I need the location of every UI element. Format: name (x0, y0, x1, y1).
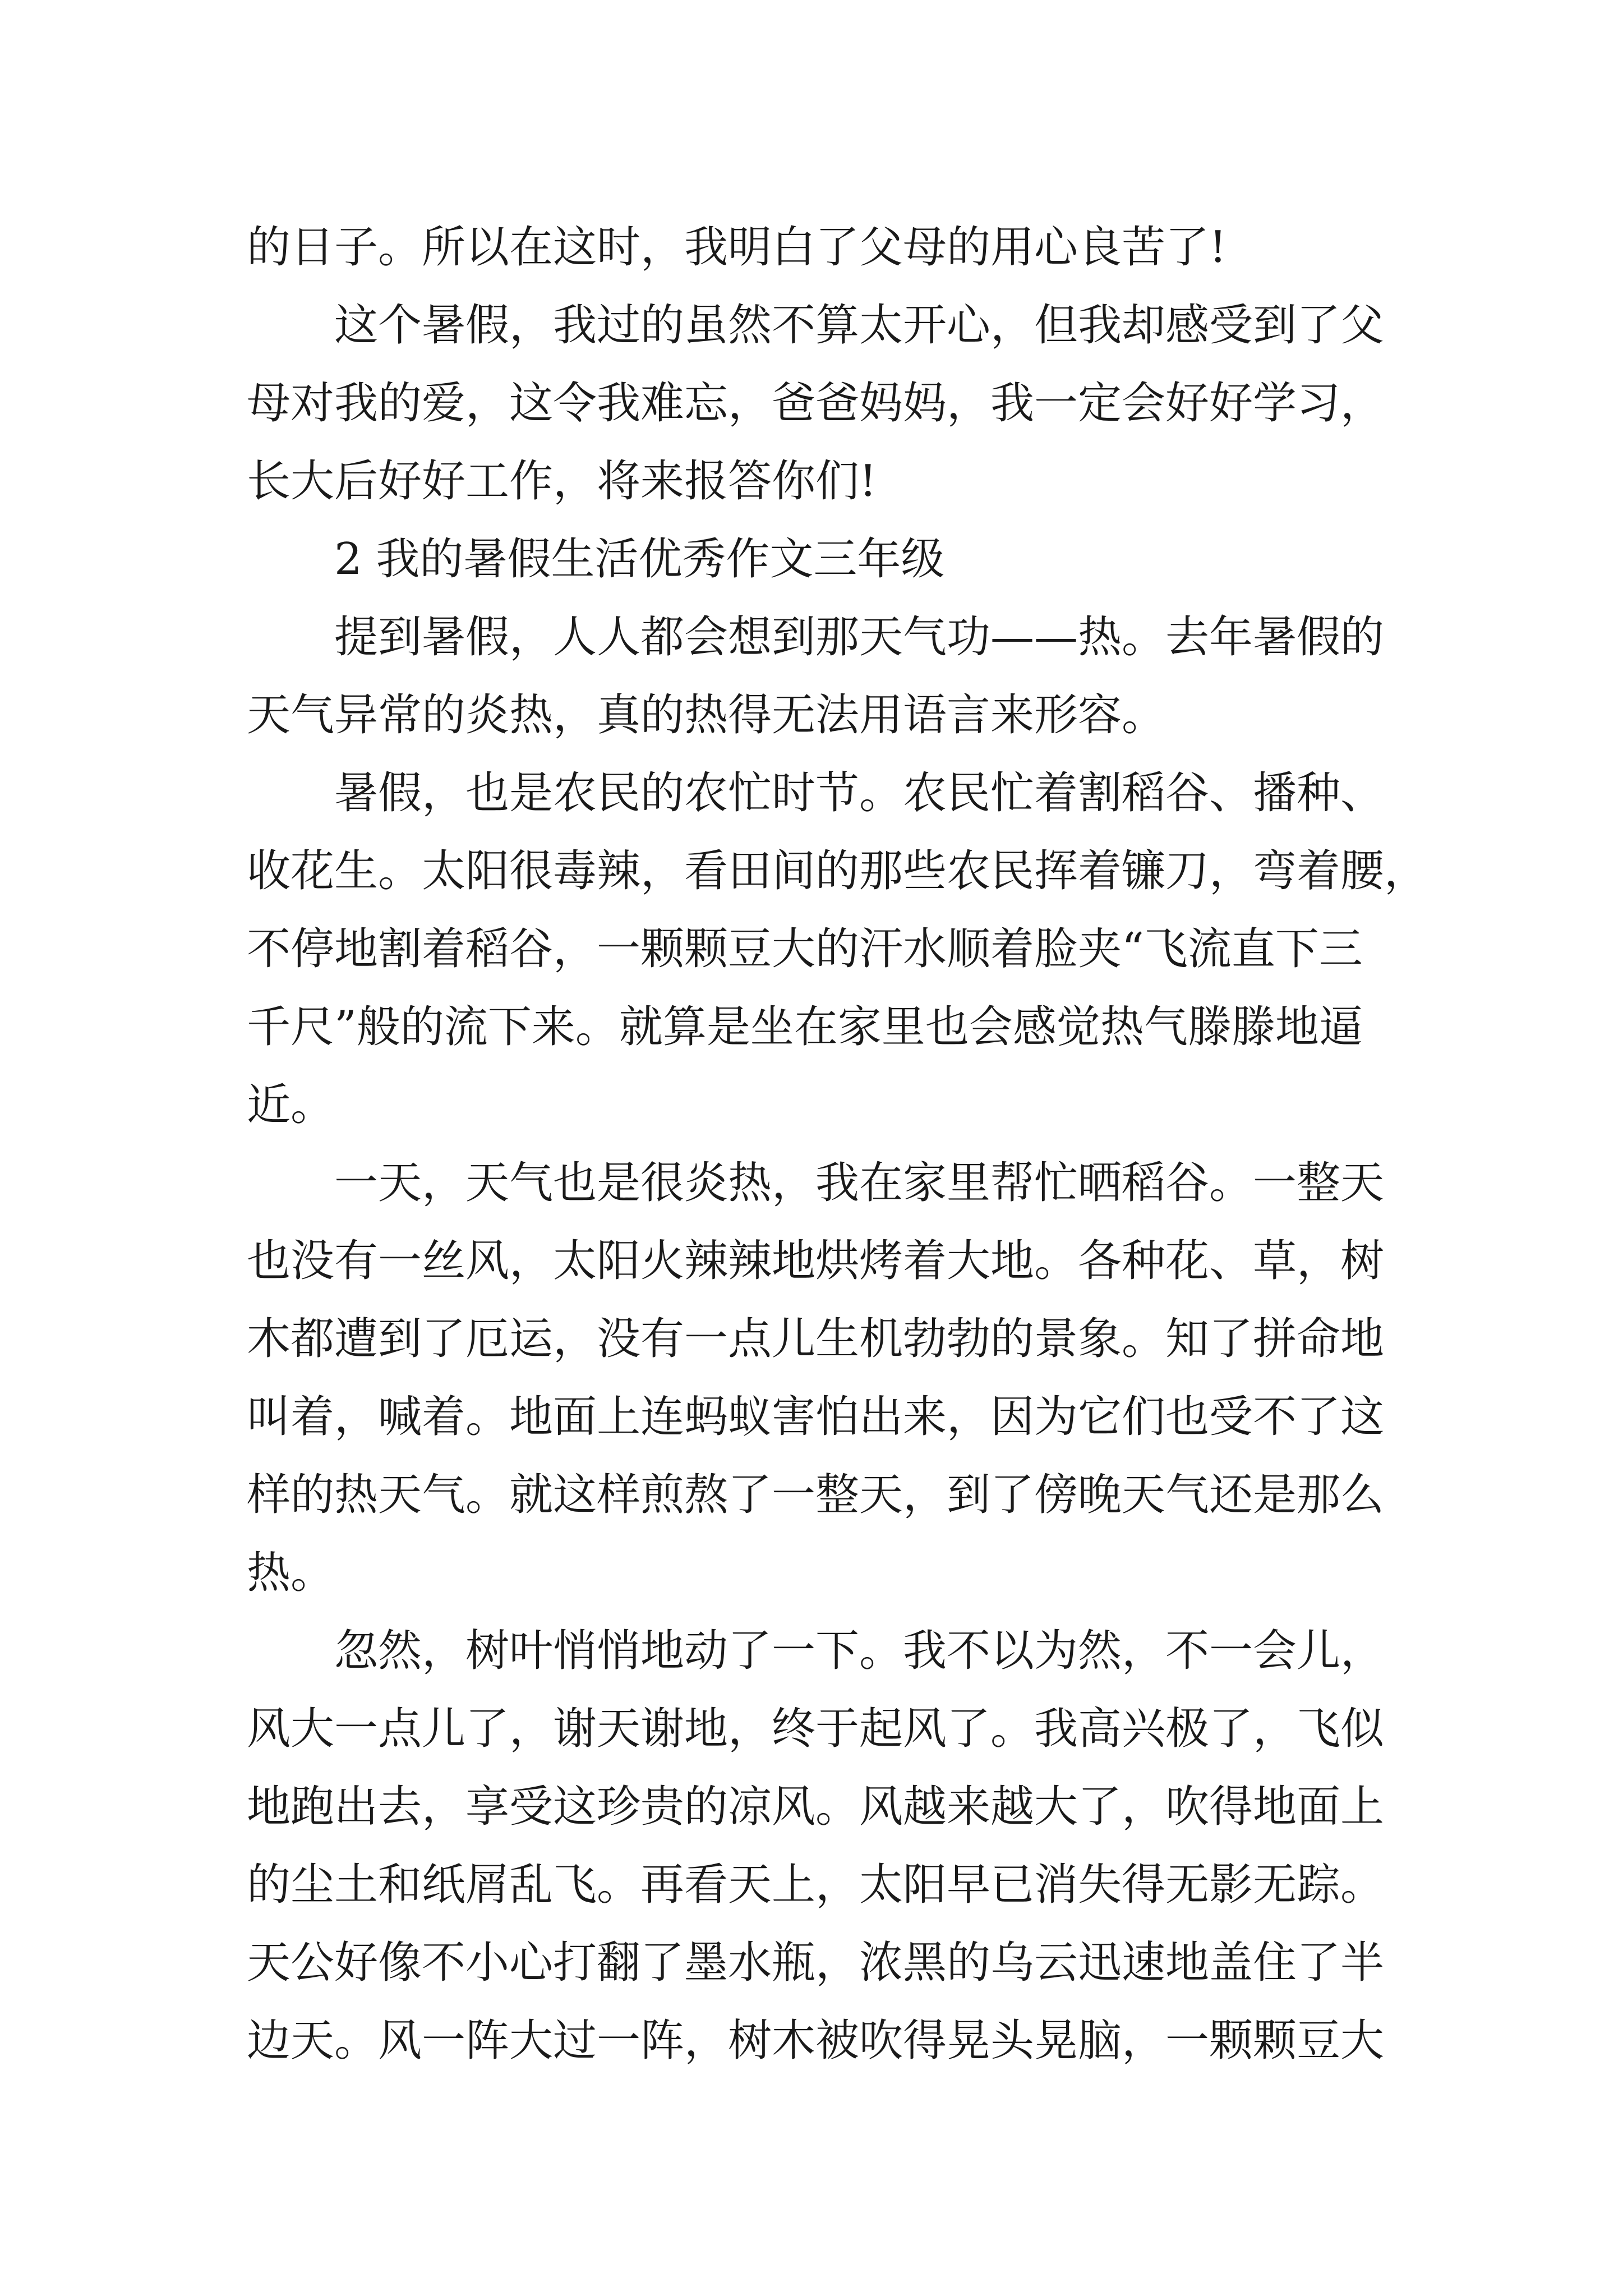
text-line: 天气异常的炎热，真的热得无法用语言来形容。 (247, 690, 1166, 740)
text-line: 的尘土和纸屑乱飞。再看天上，太阳早已消失得无影无踪。 (247, 1860, 1385, 1910)
paragraph-start-line: 这个暑假，我过的虽然不算太开心，但我却感受到了父 (334, 300, 1385, 351)
text-line: 木都遭到了厄运，没有一点儿生机勃勃的景象。知了拼命地 (247, 1314, 1385, 1364)
section-heading: 2 我的暑假生活优秀作文三年级 (334, 534, 945, 585)
text-line: 近。 (247, 1080, 335, 1130)
text-line: 不停地割着稻谷，一颗颗豆大的汗水顺着脸夹“飞流直下三 (247, 924, 1363, 974)
text-line: 天公好像不小心打翻了墨水瓶，浓黑的乌云迅速地盖住了半 (247, 1938, 1385, 1988)
text-line: 热。 (247, 1548, 335, 1598)
text-line: 母对我的爱，这令我难忘，爸爸妈妈，我一定会好好学习， (247, 378, 1385, 429)
text-line: 千尺”般的流下来。就算是坐在家里也会感觉热气滕滕地逼 (247, 1002, 1363, 1052)
text-line: 长大后好好工作，将来报答你们! (247, 456, 877, 507)
paragraph-start-line: 提到暑假，人人都会想到那天气功——热。去年暑假的 (334, 612, 1385, 662)
text-line: 边天。风一阵大过一阵，树木被吹得晃头晃脑，一颗颗豆大 (247, 2016, 1385, 2066)
text-line: 也没有一丝风，太阳火辣辣地烘烤着大地。各种花、草，树 (247, 1236, 1385, 1286)
paragraph-start-line: 忽然，树叶悄悄地动了一下。我不以为然，不一会儿， (334, 1626, 1385, 1676)
text-line: 风大一点儿了，谢天谢地，终于起风了。我高兴极了，飞似 (247, 1704, 1385, 1754)
text-line: 样的热天气。就这样煎熬了一整天，到了傍晚天气还是那么 (247, 1470, 1385, 1520)
document-body (247, 209, 1428, 2080)
paragraph-start-line: 一天，天气也是很炎热，我在家里帮忙晒稻谷。一整天 (334, 1158, 1385, 1208)
paragraph-start-line: 暑假，也是农民的农忙时节。农民忙着割稻谷、播种、 (334, 768, 1385, 818)
text-line: 的日子。所以在这时，我明白了父母的用心良苦了! (247, 222, 1227, 273)
text-line: 收花生。太阳很毒辣，看田间的那些农民挥着镰刀，弯着腰， (247, 846, 1428, 896)
text-line: 叫着，喊着。地面上连蚂蚁害怕出来，因为它们也受不了这 (247, 1392, 1385, 1442)
text-line: 地跑出去，享受这珍贵的凉风。风越来越大了，吹得地面上 (247, 1782, 1385, 1832)
